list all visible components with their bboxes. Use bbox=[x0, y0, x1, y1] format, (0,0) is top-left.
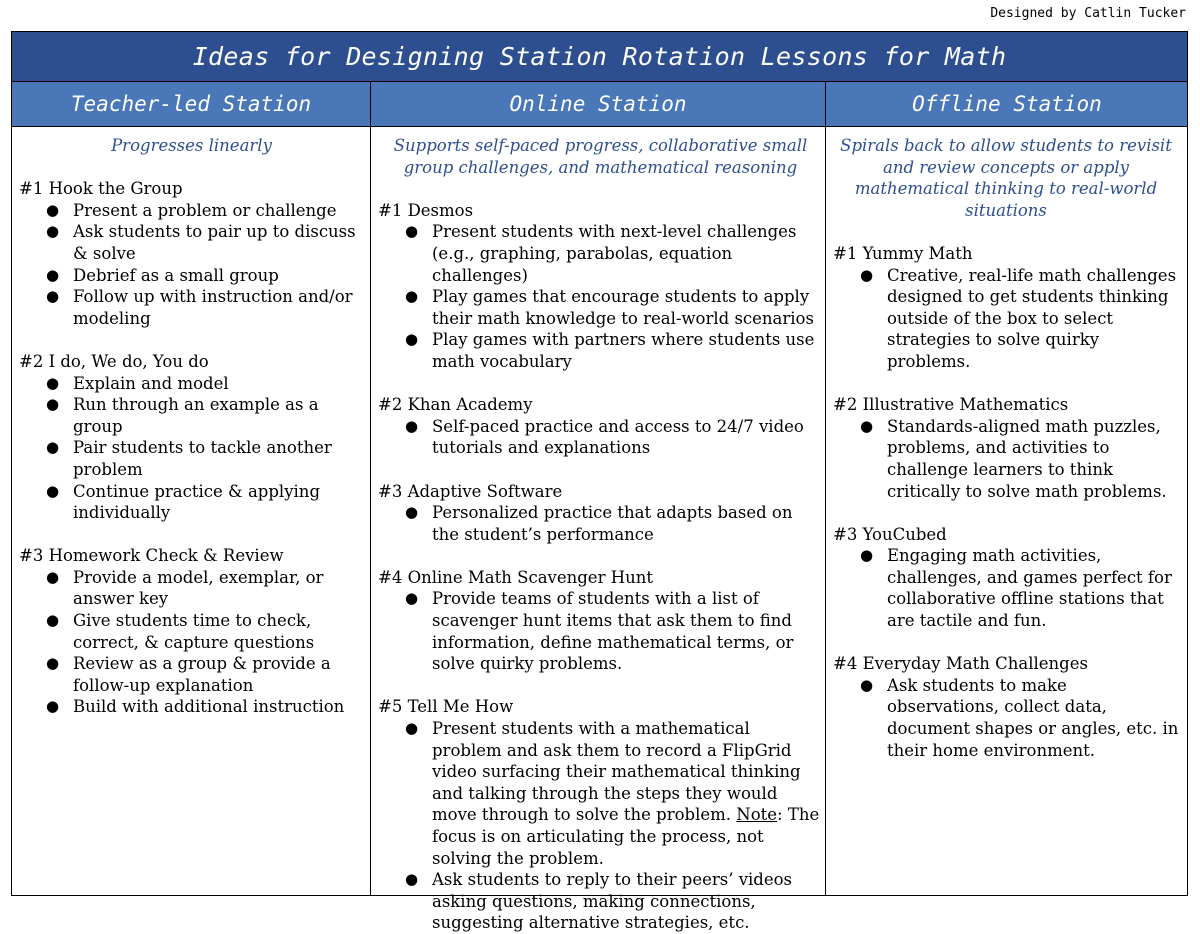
idea-section bbox=[378, 567, 823, 675]
idea-section bbox=[19, 178, 364, 329]
list-item: ● Debrief as a small group bbox=[46, 265, 279, 285]
section-title: #2 Khan Academy bbox=[378, 395, 533, 415]
bullet-list bbox=[378, 221, 823, 372]
bullet-icon: ● bbox=[405, 287, 419, 306]
column-header-online: Online Station bbox=[509, 92, 687, 116]
section-title: #3 Homework Check & Review bbox=[19, 546, 284, 566]
column-header-offline: Offline Station bbox=[912, 92, 1102, 116]
section-title: #2 I do, We do, You do bbox=[19, 351, 209, 371]
author-credit: Designed by Catlin Tucker bbox=[990, 6, 1186, 21]
bullet-list bbox=[19, 200, 364, 330]
bullet-icon: ● bbox=[860, 416, 874, 435]
bullet-icon: ● bbox=[405, 330, 419, 349]
idea-section bbox=[19, 351, 364, 524]
bullet-icon: ● bbox=[46, 200, 60, 219]
list-item: ● Personalized practice that adapts based on the student’s performance bbox=[405, 503, 793, 544]
list-item: ● Present students with next-level challenges (e.g., graphing, parabolas, equation challenges) bbox=[405, 222, 797, 285]
bullet-list bbox=[378, 718, 823, 934]
section-title: #3 YouCubed bbox=[833, 524, 947, 544]
section-title: #1 Hook the Group bbox=[19, 179, 183, 199]
bullet-list bbox=[378, 416, 823, 459]
list-item: ● Present students with a mathematical problem and ask them to record a FlipGrid video surfacing their mathematical thinking and talking through the steps they would move through to solve the problem. Note: The focus is on articulating the process, not solving the problem. bbox=[405, 719, 820, 868]
idea-section bbox=[378, 481, 823, 546]
list-item: ● Play games that encourage students to apply their math knowledge to real-world scenarios bbox=[405, 287, 814, 328]
offline-column bbox=[833, 127, 1179, 895]
bullet-list bbox=[378, 588, 823, 674]
teacher-led-column bbox=[19, 127, 364, 895]
bullet-icon: ● bbox=[860, 265, 874, 284]
idea-section bbox=[378, 696, 823, 934]
bullet-icon: ● bbox=[46, 222, 60, 241]
column-subtitle: Progresses linearly bbox=[111, 136, 272, 155]
bullet-list bbox=[19, 567, 364, 718]
note-text: : The focus is on articulating the process, not solving the problem. bbox=[432, 805, 820, 868]
bullet-list bbox=[833, 416, 1179, 502]
bullet-icon: ● bbox=[46, 265, 60, 284]
list-item: ● Standards-aligned math puzzles, problems, and activities to challenge learners to think critically to solve math problems. bbox=[860, 416, 1167, 501]
bullet-list bbox=[833, 675, 1179, 761]
idea-section bbox=[378, 394, 823, 459]
list-item: ● Provide a model, exemplar, or answer key bbox=[46, 567, 324, 609]
list-item: ● Build with additional instruction bbox=[46, 697, 345, 717]
list-item: ● Ask students to pair up to discuss & solve bbox=[46, 222, 356, 263]
section-title: #4 Online Math Scavenger Hunt bbox=[378, 567, 653, 587]
section-title: #2 Illustrative Mathematics bbox=[833, 395, 1069, 415]
idea-section bbox=[19, 545, 364, 718]
list-item: ● Explain and model bbox=[46, 373, 229, 393]
idea-section bbox=[833, 653, 1179, 761]
bullet-icon: ● bbox=[405, 589, 419, 608]
section-title: #4 Everyday Math Challenges bbox=[833, 654, 1088, 674]
bullet-list bbox=[833, 265, 1179, 373]
list-item: ● Give students time to check, correct, & capture questions bbox=[46, 611, 315, 652]
bullet-icon: ● bbox=[46, 287, 60, 306]
column-subtitle: Spirals back to allow students to revisit and review concepts or apply mathematical thinking to real-world situations bbox=[840, 136, 1172, 220]
list-item: ● Continue practice & applying individually bbox=[46, 481, 321, 523]
bullet-icon: ● bbox=[860, 546, 874, 565]
section-title: #1 Desmos bbox=[378, 200, 474, 220]
list-item: ● Self-paced practice and access to 24/7 video tutorials and explanations bbox=[405, 416, 804, 458]
list-item: ● Ask students to reply to their peers’ videos asking questions, making connections, suggesting alternative strategies, etc. bbox=[405, 870, 793, 933]
bullet-icon: ● bbox=[46, 395, 60, 414]
list-item: ● Present a problem or challenge bbox=[46, 200, 337, 220]
table-title: Ideas for Designing Station Rotation Lessons for Math bbox=[12, 32, 1187, 82]
list-item: ● Ask students to make observations, collect data, document shapes or angles, etc. in their home environment. bbox=[860, 675, 1179, 760]
bullet-icon: ● bbox=[46, 438, 60, 457]
list-item: ● Pair students to tackle another problem bbox=[46, 438, 332, 479]
bullet-list bbox=[378, 502, 823, 545]
online-column bbox=[378, 127, 823, 933]
bullet-icon: ● bbox=[46, 654, 60, 673]
list-item: ● Engaging math activities, challenges, and games perfect for collaborative offline stations that are tactile and fun. bbox=[860, 546, 1172, 631]
note-label: Note bbox=[736, 805, 778, 825]
idea-section bbox=[833, 524, 1179, 632]
bullet-list bbox=[19, 373, 364, 524]
column-header-row bbox=[12, 82, 1187, 127]
column-divider bbox=[825, 82, 826, 895]
bullet-icon: ● bbox=[860, 675, 874, 694]
section-title: #3 Adaptive Software bbox=[378, 481, 563, 501]
section-title: #5 Tell Me How bbox=[378, 697, 514, 717]
bullet-icon: ● bbox=[46, 697, 60, 716]
bullet-icon: ● bbox=[46, 567, 60, 586]
bullet-icon: ● bbox=[405, 719, 419, 738]
list-item: ● Run through an example as a group bbox=[46, 395, 319, 436]
list-item: ● Review as a group & provide a follow-up explanation bbox=[46, 654, 331, 695]
bullet-icon: ● bbox=[405, 416, 419, 435]
list-item: ● Creative, real-life math challenges designed to get students thinking outside of the box to select strategies to solve quirky problems. bbox=[860, 265, 1177, 371]
bullet-icon: ● bbox=[405, 870, 419, 889]
section-title: #1 Yummy Math bbox=[833, 243, 973, 263]
list-item: ● Follow up with instruction and/or modeling bbox=[46, 287, 353, 328]
bullet-icon: ● bbox=[46, 373, 60, 392]
bullet-icon: ● bbox=[405, 222, 419, 241]
list-item: ● Provide teams of students with a list of scavenger hunt items that ask them to find information, define mathematical terms, or solve quirky problems. bbox=[405, 589, 794, 674]
column-header-teacher-led: Teacher-led Station bbox=[70, 92, 312, 116]
bullet-icon: ● bbox=[405, 503, 419, 522]
idea-section bbox=[378, 200, 823, 373]
column-divider bbox=[370, 82, 371, 895]
bullet-list bbox=[833, 545, 1179, 631]
idea-section bbox=[833, 243, 1179, 373]
column-subtitle: Supports self-paced progress, collaborative small group challenges, and mathematical reasoning bbox=[393, 136, 808, 177]
station-rotation-table bbox=[11, 31, 1188, 933]
bullet-icon: ● bbox=[46, 481, 60, 500]
list-item: ● Play games with partners where students use math vocabulary bbox=[405, 330, 815, 371]
bullet-icon: ● bbox=[46, 611, 60, 630]
idea-section bbox=[833, 394, 1179, 502]
